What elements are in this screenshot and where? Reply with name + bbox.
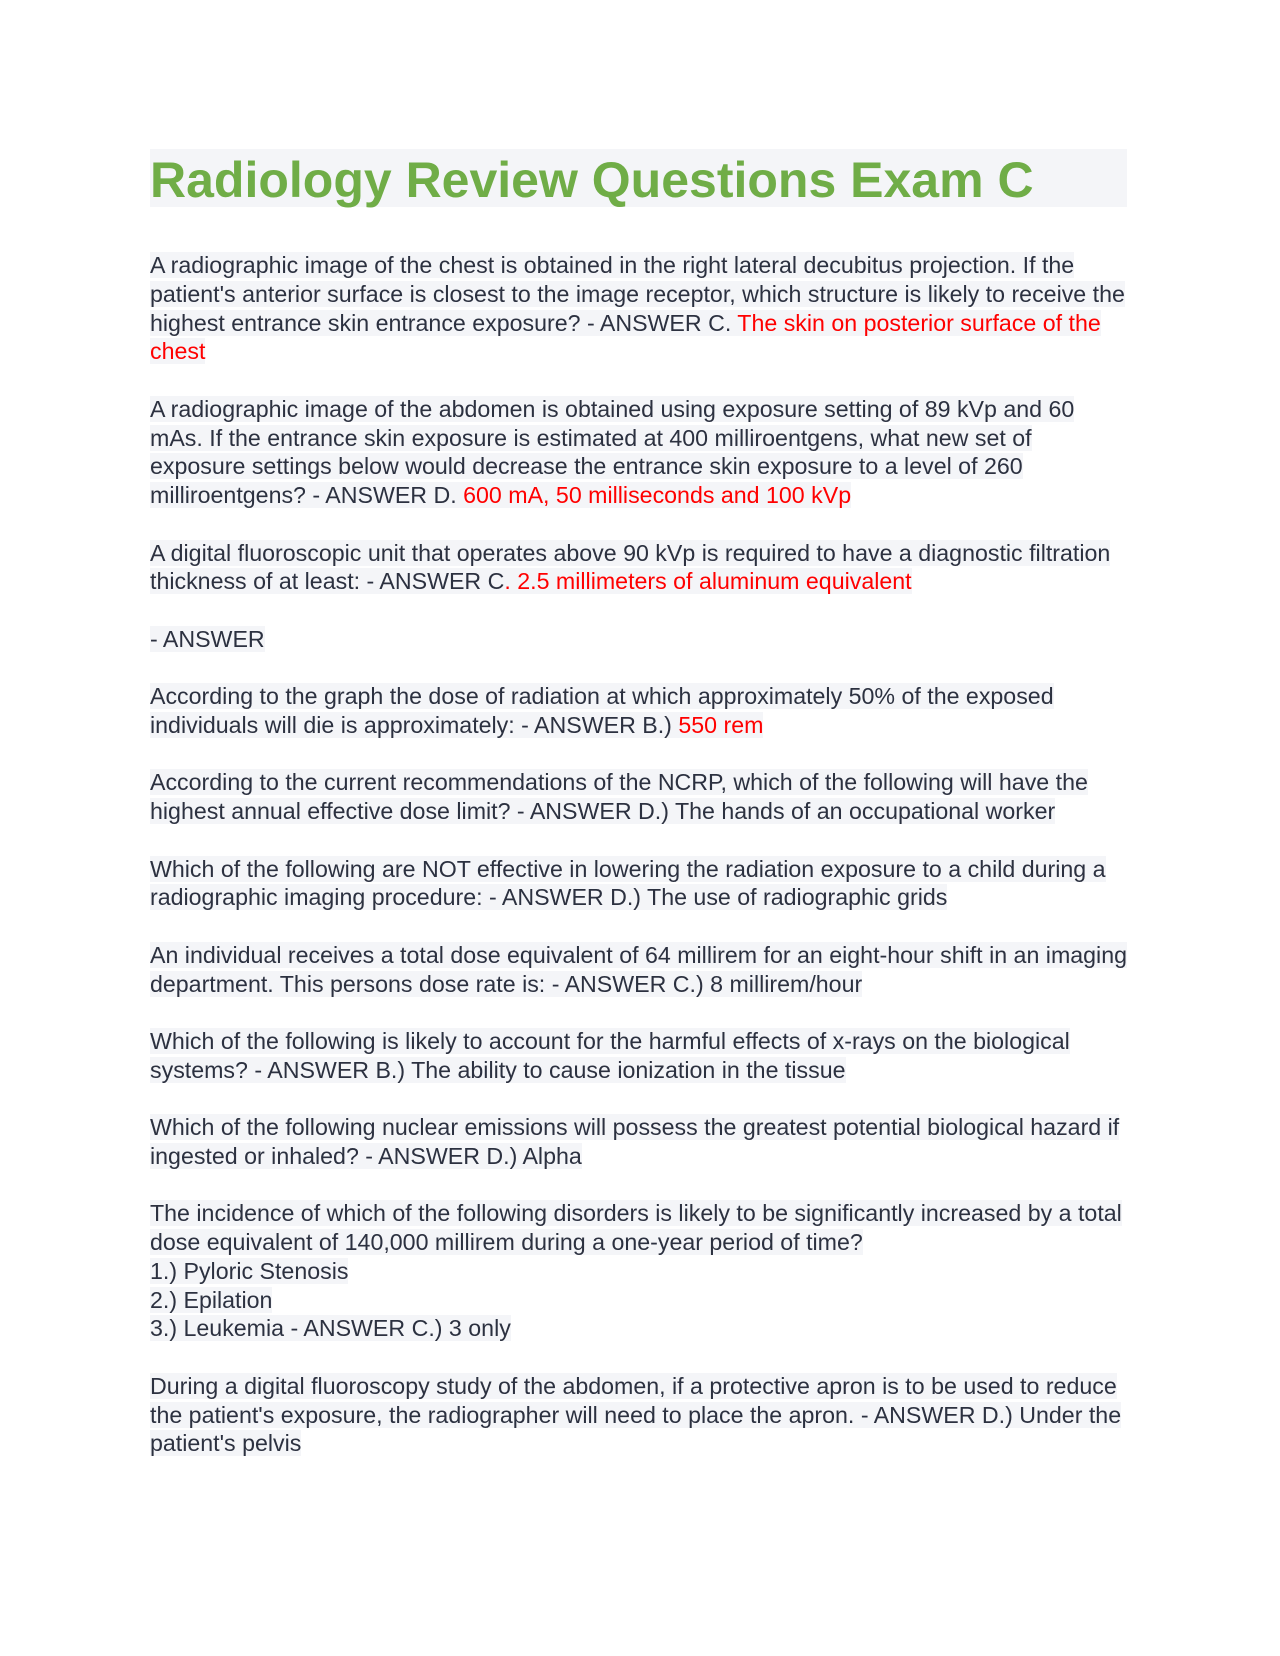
- question-text: An individual receives a total dose equivalent of 64 millirem for an eight-hour shift in an imaging department. This persons dose rate is: - ANSWER C.) 8 millirem/hour: [150, 941, 1127, 997]
- qa-entry-11: [150, 1199, 1130, 1343]
- question-text: During a digital fluoroscopy study of the abdomen, if a protective apron is to be used to reduce the patient's exposure, the radiographer will need to place the apron. - ANSWER D.) Under the patient's pelvis: [150, 1372, 1122, 1457]
- qa-entry-10: [150, 1113, 1130, 1171]
- answer-highlight: 600 mA, 50 milliseconds and 100 kVp: [463, 482, 852, 509]
- question-text: - ANSWER: [150, 625, 265, 652]
- question-text: Which of the following nuclear emissions will possess the greatest potential biological hazard if ingested or inhaled? - ANSWER D.) Alpha: [150, 1114, 1120, 1169]
- answer-highlight: The skin on posterior surface of the chest: [150, 309, 1101, 365]
- title-band: [150, 149, 1127, 207]
- question-text: A radiographic image of the chest is obtained in the right lateral decubitus projection. If the patient's anterior surface is closest to the image receptor, which structure is likely to receive the highest entrance skin entrance exposure? - ANSWER C.: [150, 252, 1125, 336]
- qa-entry-2: [150, 395, 1130, 510]
- document-page: [150, 149, 1130, 1487]
- qa-entry-12: [150, 1372, 1130, 1458]
- answer-highlight: . 2.5 millimeters of aluminum equivalent: [504, 568, 912, 595]
- qa-entry-3: [150, 539, 1130, 597]
- question-text: Which of the following is likely to account for the harmful effects of x-rays on the biological systems? - ANSWER B.) The ability to cause ionization in the tissue: [150, 1027, 1070, 1083]
- question-text: According to the current recommendations of the NCRP, which of the following will have the highest annual effective dose limit? - ANSWER D.) The hands of an occupational worker: [150, 769, 1088, 825]
- question-text: Which of the following are NOT effective in lowering the radiation exposure to a child during a radiographic imaging procedure: - ANSWER D.) The use of radiographic grids: [150, 855, 1106, 911]
- qa-entry-1: [150, 251, 1130, 366]
- question-text: A digital fluoroscopic unit that operates above 90 kVp is required to have a diagnostic filtration thickness of at least: - ANSWER C: [150, 539, 1111, 595]
- page-title: Radiology Review Questions Exam C: [150, 152, 1034, 208]
- question-text: The incidence of which of the following disorders is likely to be significantly increased by a total dose equivalent of 140,000 millirem during a one-year period of time? 1.) Pyloric Stenosis 2.) Epilation 3.) Leukemia - ANSWER C.) 3 only: [150, 1200, 1122, 1342]
- qa-entry-6: [150, 768, 1130, 826]
- qa-entry-8: [150, 941, 1130, 999]
- qa-entry-7: [150, 855, 1130, 913]
- question-text: A radiographic image of the abdomen is obtained using exposure setting of 89 kVp and 60 mAs. If the entrance skin exposure is estimated at 400 milliroentgens, what new set of exposure settings below would decrease the entrance skin exposure to a level of 260 milliroentgens? - ANSWER D.: [150, 395, 1075, 509]
- answer-highlight: 550 rem: [678, 711, 764, 738]
- qa-entry-5: [150, 682, 1130, 740]
- question-text: According to the graph the dose of radiation at which approximately 50% of the exposed individuals will die is approximately: - ANSWER B.): [150, 683, 1054, 738]
- qa-entry-4: [150, 625, 1130, 654]
- qa-entry-9: [150, 1027, 1130, 1085]
